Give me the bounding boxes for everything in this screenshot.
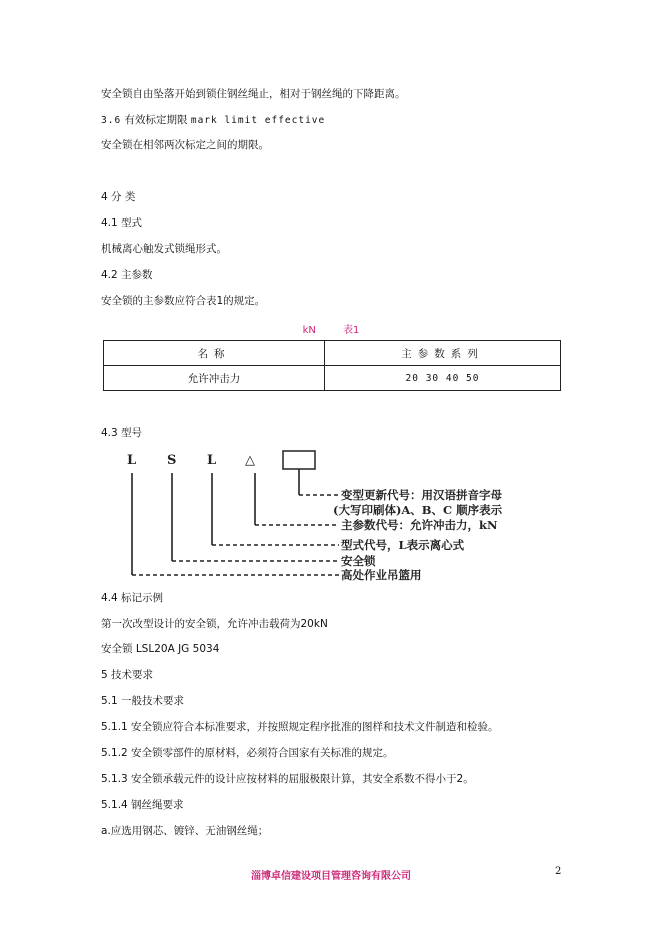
section-5-heading: 5 技术要求 [101,669,154,681]
wire-rope-requirement-a: a.应选用钢芯、镀锌、无油钢丝绳； [101,825,269,837]
page-number: 2 [555,866,562,877]
label-safety-lock: 安全锁 [341,554,376,568]
section-4-heading: 4 分 类 [101,191,136,203]
row-name: 允许冲击力 [104,366,325,391]
label-variant-order: (大写印刷体)A、B、C 顺序表示 [333,503,503,517]
section-4-2-text: 安全锁的主参数应符合表1的规定。 [101,295,266,307]
triangle-symbol: △ [245,453,255,468]
variant-box [283,451,315,469]
table-header-row [104,341,561,366]
section-english-term: mark limit effective [190,115,326,126]
section-3-6-heading [101,113,325,128]
section-4-1-text: 机械离心触发式锁绳形式。 [101,243,227,255]
letter-l-2: L [207,453,217,468]
section-4-1-heading: 4.1 型式 [101,217,143,229]
section-5-1-3: 5.1.3 安全锁承载元件的设计应按材料的屈服极限计算，其安全系数不得小于2。 [101,773,474,785]
section-5-1-4: 5.1.4 钢丝绳要求 [101,799,184,811]
row-value: 20 30 40 50 [325,366,561,391]
label-type-code: 型式代号，L表示离心式 [341,538,465,552]
table-title: 表1 [343,325,360,336]
section-title: 有效标定期限 [124,114,188,126]
label-main-parameter: 主参数代号：允许冲击力，kN [341,518,498,532]
letter-s: S [167,453,177,468]
section-5-1-heading: 5.1 一般技术要求 [101,695,185,707]
label-variant-code: 变型更新代号：用汉语拼音字母 [341,488,502,502]
table-unit: kN [302,325,316,336]
section-4-4-heading: 4.4 标记示例 [101,592,164,604]
definition-text: 安全锁自由坠落开始到锁住钢丝绳止，相对于钢丝绳的下降距离。 [101,88,406,100]
section-5-1-2: 5.1.2 安全锁零部件的原材料，必须符合国家有关标准的规定。 [101,747,394,759]
section-4-3-heading: 4.3 型号 [101,427,143,439]
footer-company: 淄博卓信建设项目管理咨询有限公司 [251,871,411,882]
marking-example-text: 第一次改型设计的安全锁，允许冲击载荷为20kN [101,618,328,630]
section-4-2-heading: 4.2 主参数 [101,269,153,281]
model-code-diagram [115,447,555,582]
header-name: 名称 [104,341,325,366]
table-caption [0,321,662,336]
header-value: 主参数系列 [325,341,561,366]
label-gondola: 高处作业吊篮用 [341,568,422,582]
definition-text-3-6: 安全锁在相邻两次标定之间的期限。 [101,139,269,151]
section-5-1-1: 5.1.1 安全锁应符合本标准要求，并按照规定程序批准的图样和技术文件制造和检验。 [101,721,499,733]
parameter-table [103,340,561,391]
table-row [104,366,561,391]
section-number: 3.6 [101,115,122,126]
marking-example-code: 安全锁 LSL20A JG 5034 [101,643,220,655]
letter-l-1: L [127,453,137,468]
